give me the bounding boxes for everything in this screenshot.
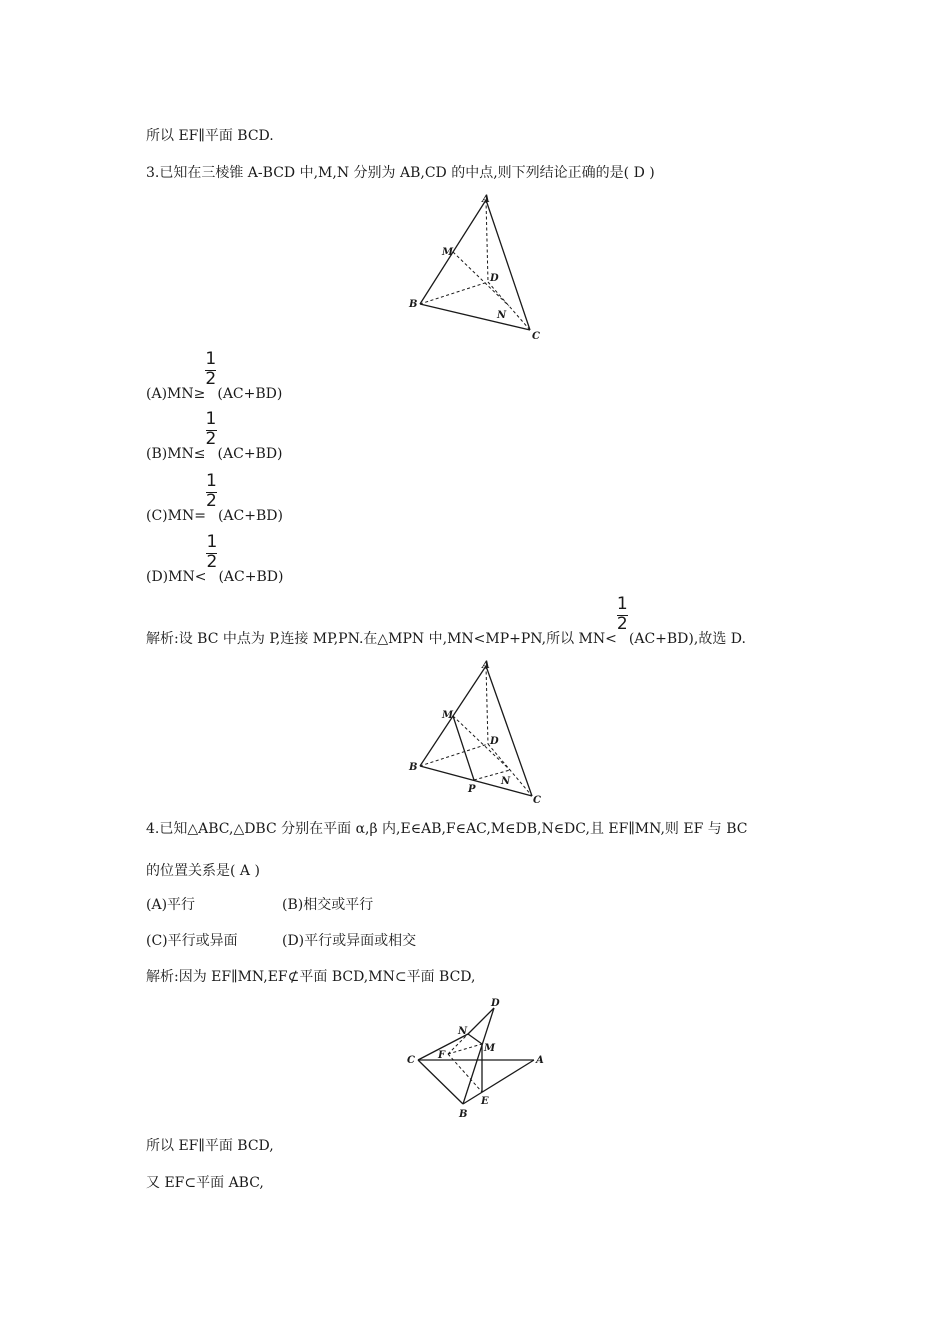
option-3c-text: (C)MN= (146, 508, 206, 524)
fig3-label-n: N (458, 1026, 468, 1037)
fig2-label-c: C (533, 795, 541, 806)
fraction-numerator: 1 (205, 349, 217, 369)
fraction-denominator: 2 (206, 552, 218, 572)
option-4c: (C)平行或异面 (146, 933, 238, 949)
fig3-label-c: C (407, 1055, 415, 1066)
fraction-half (205, 349, 217, 404)
option-3a-text: (A)MN≥ (146, 386, 206, 402)
solution-3-suffix: (AC+BD),故选 D. (628, 631, 746, 647)
fig1-label-c: C (532, 331, 540, 342)
option-3c-suffix: (AC+BD) (217, 508, 283, 524)
fraction-denominator: 2 (616, 614, 628, 634)
previous-conclusion: 所以 EF∥平面 BCD. (146, 128, 274, 144)
fig3-label-f: F (438, 1050, 446, 1061)
option-3b-suffix: (AC+BD) (217, 446, 283, 462)
fraction-half (205, 471, 218, 526)
option-3b-text: (B)MN≤ (146, 446, 206, 462)
fraction-numerator: 1 (616, 594, 628, 614)
fraction-half (616, 594, 629, 649)
fig3-label-a: A (536, 1055, 544, 1066)
option-3d-suffix: (AC+BD) (218, 569, 284, 585)
option-3d (146, 532, 284, 587)
fig1-label-d: D (490, 273, 499, 284)
question-4-stem-2: 的位置关系是( A ) (146, 863, 260, 879)
fraction-numerator: 1 (205, 471, 217, 491)
fraction-denominator: 2 (205, 369, 217, 389)
fig1-label-m: M (442, 247, 454, 258)
fig1-label-a: A (482, 194, 490, 205)
option-4d: (D)平行或异面或相交 (282, 933, 417, 949)
fig1-label-b: B (409, 299, 418, 310)
fig3-label-e: E (481, 1096, 489, 1107)
figure-tetrahedron-2 (400, 656, 560, 808)
question-3-stem: 3.已知在三棱锥 A-BCD 中,M,N 分别为 AB,CD 的中点,则下列结论正确的是( D ) (146, 165, 655, 181)
figure-tetrahedron-1 (400, 190, 560, 350)
option-3c (146, 471, 283, 526)
fraction-denominator: 2 (205, 429, 217, 449)
solution-3-text: 解析:设 BC 中点为 P,连接 MP,PN.在△MPN 中,MN<MP+PN,所以 MN< (146, 631, 617, 647)
option-4b: (B)相交或平行 (282, 897, 374, 913)
fig2-label-p: P (468, 784, 476, 795)
option-3d-text: (D)MN< (146, 569, 207, 585)
fig2-label-d: D (490, 736, 499, 747)
question-4-solution-2: 所以 EF∥平面 BCD, (146, 1138, 274, 1154)
fig2-label-m: M (442, 710, 454, 721)
fig2-label-n: N (501, 776, 511, 787)
question-3-solution (146, 594, 746, 649)
option-4a: (A)平行 (146, 897, 196, 913)
fig2-label-b: B (409, 762, 418, 773)
figure-two-triangles (402, 996, 552, 1122)
fig3-label-d: D (491, 998, 500, 1009)
fraction-half (206, 532, 218, 587)
fig2-label-a: A (482, 660, 490, 671)
option-3a-suffix: (AC+BD) (217, 386, 283, 402)
fraction-half (205, 409, 218, 464)
question-4-stem-1: 4.已知△ABC,△DBC 分别在平面 α,β 内,E∈AB,F∈AC,M∈DB,N∈DC,且 EF∥MN,则 EF 与 BC (146, 821, 748, 837)
option-3b (146, 409, 283, 464)
question-4-solution-3: 又 EF⊂平面 ABC, (146, 1175, 264, 1191)
fig3-label-m: M (484, 1043, 496, 1054)
question-4-solution-1: 解析:因为 EF∥MN,EF⊄平面 BCD,MN⊂平面 BCD, (146, 969, 476, 985)
fig3-label-b: B (459, 1109, 468, 1120)
fraction-numerator: 1 (206, 532, 218, 552)
fraction-numerator: 1 (205, 409, 217, 429)
fig1-label-n: N (497, 310, 507, 321)
fraction-denominator: 2 (205, 491, 217, 511)
option-3a (146, 349, 283, 404)
